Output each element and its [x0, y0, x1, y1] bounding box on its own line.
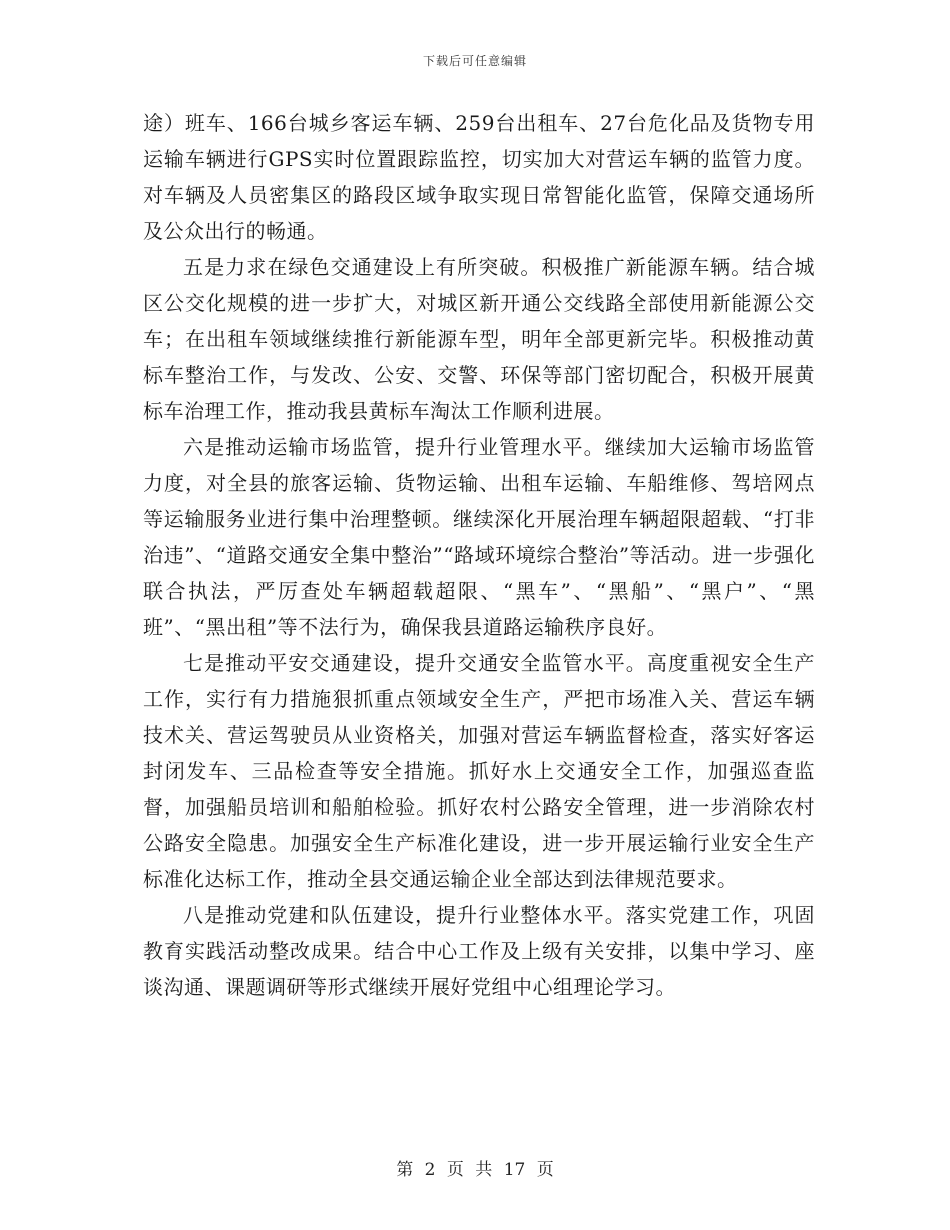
paragraph-continuation: 途）班车、166台城乡客运车辆、259台出租车、27台危化品及货物专用运输车辆进行GPS实时位置跟踪监控，切实加大对营运车辆的监管力度。对车辆及人员密集区的路段区域争取实现日常智能化监管，保障交通场所及公众出行的畅通。	[143, 111, 815, 243]
page-number: 第 2 页 共 17 页	[396, 1160, 554, 1180]
paragraph-safety: 七是推动平安交通建设，提升交通安全监管水平。高度重视安全生产工作，实行有力措施狠抓重点领域安全生产，严把市场准入关、营运车辆技术关、营运驾驶员从业资格关，加强对营运车辆监督检查，落实好客运封闭发车、三品检查等安全措施。抓好水上交通安全工作，加强巡查监督，加强船员培训和船舶检验。抓好农村公路安全管理，进一步消除农村公路安全隐患。加强安全生产标准化建设，进一步开展运输行业安全生产标准化达标工作，推动全县交通运输企业全部达到法律规范要求。	[143, 651, 815, 891]
document-body	[143, 105, 815, 1005]
page-header: 下载后可任意编辑	[422, 54, 527, 68]
paragraph-market-supervision: 六是推动运输市场监管，提升行业管理水平。继续加大运输市场监管力度，对全县的旅客运输、货物运输、出租车运输、车船维修、驾培网点等运输服务业进行集中治理整顿。继续深化开展治理车辆超限超载、“打非治违”、“道路交通安全集中整治”“路域环境综合整治”等活动。进一步强化联合执法，严厉查处车辆超载超限、“黑车”、“黑船”、“黑户”、“黑班”、“黑出租”等不法行为，确保我县道路运输秩序良好。	[143, 435, 815, 639]
paragraph-green-transport: 五是力求在绿色交通建设上有所突破。积极推广新能源车辆。结合城区公交化规模的进一步扩大，对城区新开通公交线路全部使用新能源公交车；在出租车领域继续推行新能源车型，明年全部更新完毕。积极推动黄标车整治工作，与发改、公安、交警、环保等部门密切配合，积极开展黄标车治理工作，推动我县黄标车淘汰工作顺利进展。	[143, 255, 815, 423]
paragraph-party-building: 八是推动党建和队伍建设，提升行业整体水平。落实党建工作，巩固教育实践活动整改成果。结合中心工作及上级有关安排，以集中学习、座谈沟通、课题调研等形式继续开展好党组中心组理论学习。	[143, 903, 815, 999]
